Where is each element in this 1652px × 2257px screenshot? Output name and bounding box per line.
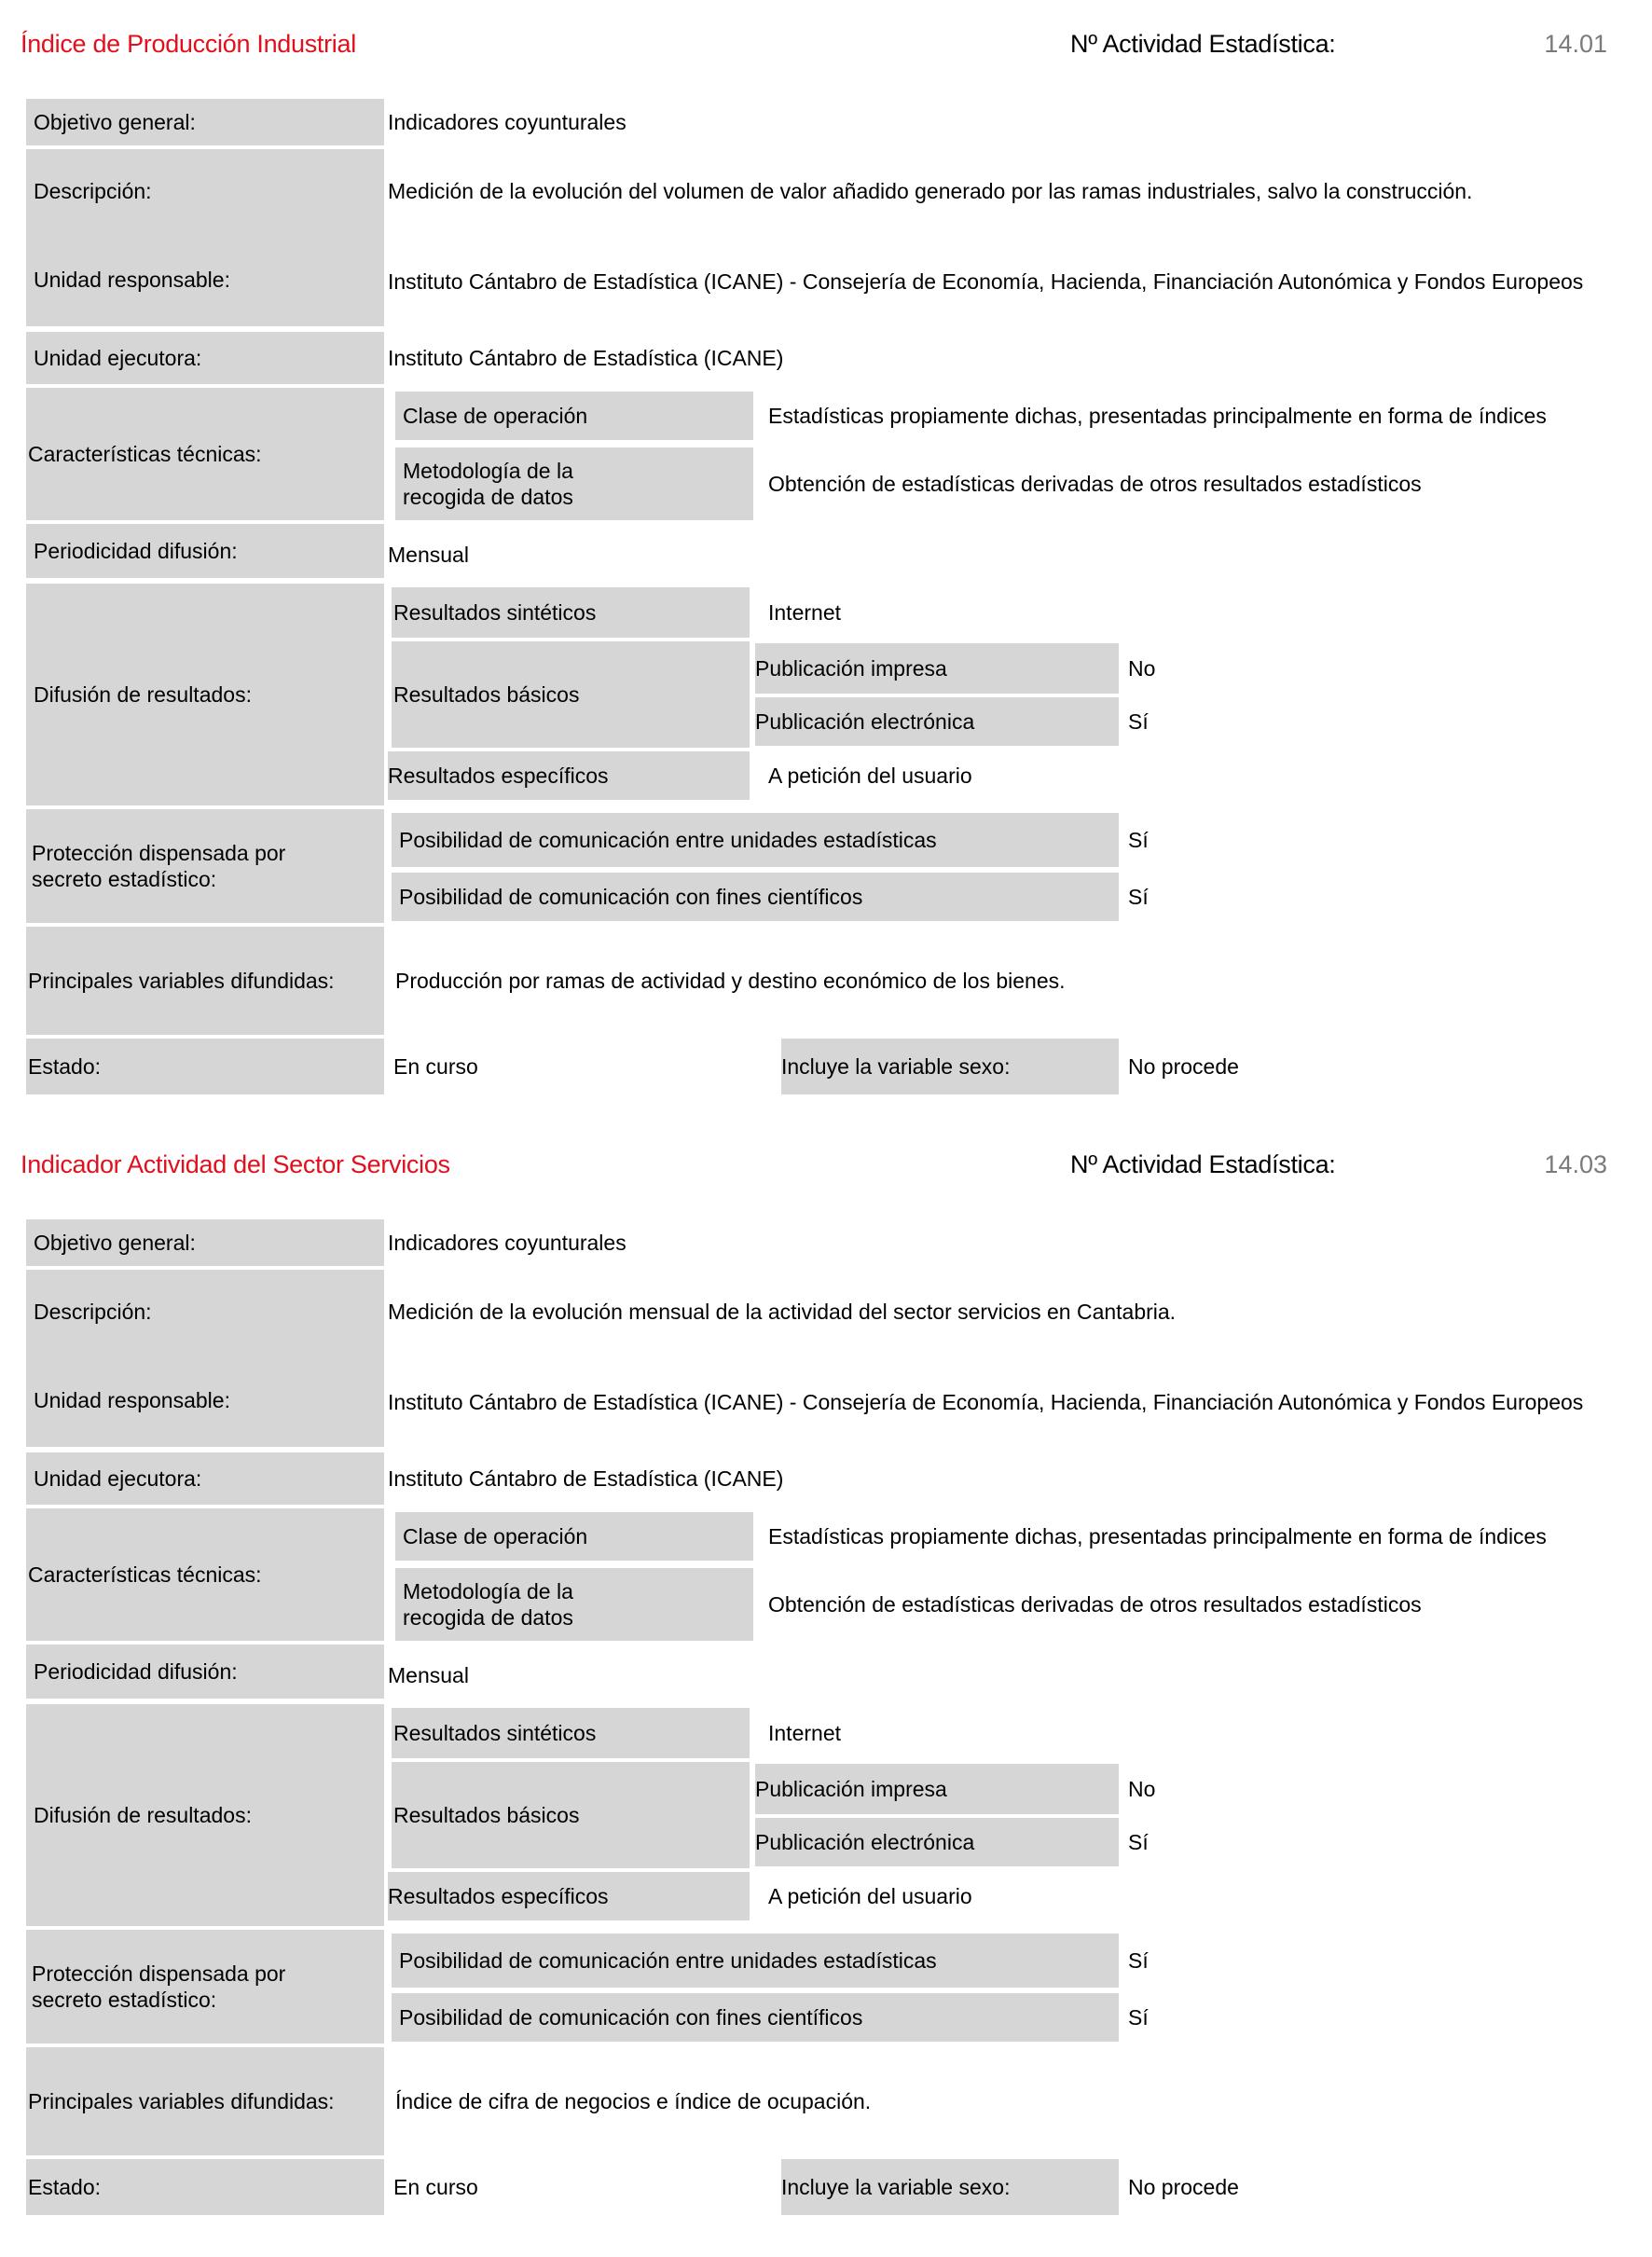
pub-impresa-value: No (1128, 1777, 1156, 1801)
res-sinteticos-value: Internet (768, 600, 841, 625)
res-especificos-label: Resultados específicos (388, 1872, 750, 1920)
descripcion-responsable-block (26, 1270, 384, 1447)
posib-unidades-value: Sí (1128, 1948, 1149, 1973)
posib-unidades-label: Posibilidad de comunicación entre unidades estadísticas (392, 1934, 1119, 1988)
principales-value: Índice de cifra de negocios e índice de ocupación. (395, 2089, 872, 2113)
pub-impresa-label: Publicación impresa (755, 643, 1119, 694)
metodologia-value: Obtención de estadísticas derivadas de otros resultados estadísticos (768, 1592, 1422, 1617)
unidad-ejecutora-label: Unidad ejecutora: (26, 1452, 384, 1505)
proteccion-label: Protección dispensada por secreto estadístico: (26, 1930, 384, 2044)
difusion-label: Difusión de resultados: (26, 584, 384, 805)
periodicidad-value: Mensual (388, 543, 469, 567)
posib-cientificos-value: Sí (1128, 2005, 1149, 2030)
incluye-sexo-label: Incluye la variable sexo: (781, 1039, 1119, 1094)
metodologia-label: Metodología de la recogida de datos (395, 447, 753, 520)
objetivo-label: Objetivo general: (26, 99, 384, 145)
descripcion-responsable-block (26, 149, 384, 326)
unidad-responsable-label: Unidad responsable: (34, 268, 230, 292)
clase-operacion-label: Clase de operación (395, 392, 753, 440)
incluye-sexo-value: No procede (1128, 2175, 1239, 2199)
pub-electronica-label: Publicación electrónica (755, 697, 1119, 746)
pub-electronica-value: Sí (1128, 1830, 1149, 1854)
posib-cientificos-label: Posibilidad de comunicación con fines científicos (392, 873, 1119, 921)
activity-card (0, 1121, 1652, 2202)
descripcion-value: Medición de la evolución mensual de la actividad del sector servicios en Cantabria. (388, 1300, 1177, 1324)
metodologia-value: Obtención de estadísticas derivadas de otros resultados estadísticos (768, 472, 1422, 496)
posib-cientificos-value: Sí (1128, 885, 1149, 909)
unidad-ejecutora-value: Instituto Cántabro de Estadística (ICANE) (388, 1466, 784, 1491)
unidad-responsable-value: Instituto Cántabro de Estadística (ICANE) - Consejería de Economía, Hacienda, Financiación Autonómica y Fondos Europeos (388, 269, 1584, 294)
periodicidad-label: Periodicidad difusión: (26, 1645, 384, 1699)
unidad-responsable-label: Unidad responsable: (34, 1388, 230, 1412)
incluye-sexo-label: Incluye la variable sexo: (781, 2159, 1119, 2215)
activity-number-label: Nº Actividad Estadística: (1070, 30, 1336, 58)
activity-card (0, 0, 1652, 1081)
metodologia-label: Metodología de la recogida de datos (395, 1568, 753, 1641)
caracteristicas-label: Características técnicas: (26, 1508, 384, 1641)
activity-number: 14.03 (1544, 1150, 1607, 1178)
pub-electronica-value: Sí (1128, 709, 1149, 734)
descripcion-label: Descripción: (34, 1300, 152, 1324)
clase-operacion-value: Estadísticas propiamente dichas, presentadas principalmente en forma de índices (768, 1524, 1547, 1548)
res-basicos-label: Resultados básicos (392, 1762, 750, 1868)
pub-impresa-value: No (1128, 656, 1156, 681)
principales-label: Principales variables difundidas: (26, 2047, 384, 2155)
res-sinteticos-label: Resultados sintéticos (392, 1708, 750, 1758)
unidad-responsable-value: Instituto Cántabro de Estadística (ICANE) - Consejería de Economía, Hacienda, Financiación Autonómica y Fondos Europeos (388, 1390, 1584, 1414)
posib-unidades-label: Posibilidad de comunicación entre unidades estadísticas (392, 813, 1119, 867)
res-sinteticos-label: Resultados sintéticos (392, 587, 750, 638)
res-especificos-value: A petición del usuario (768, 764, 972, 788)
res-sinteticos-value: Internet (768, 1721, 841, 1745)
objetivo-label: Objetivo general: (26, 1219, 384, 1266)
objetivo-value: Indicadores coyunturales (388, 110, 626, 134)
caracteristicas-label: Características técnicas: (26, 388, 384, 520)
clase-operacion-label: Clase de operación (395, 1512, 753, 1561)
activity-title: Índice de Producción Industrial (21, 30, 356, 58)
pub-electronica-label: Publicación electrónica (755, 1818, 1119, 1866)
principales-value: Producción por ramas de actividad y destino económico de los bienes. (395, 969, 1066, 993)
difusion-label: Difusión de resultados: (26, 1704, 384, 1926)
clase-operacion-value: Estadísticas propiamente dichas, presentadas principalmente en forma de índices (768, 404, 1547, 428)
unidad-ejecutora-value: Instituto Cántabro de Estadística (ICANE) (388, 346, 784, 370)
posib-cientificos-label: Posibilidad de comunicación con fines científicos (392, 1993, 1119, 2042)
periodicidad-label: Periodicidad difusión: (26, 524, 384, 578)
periodicidad-value: Mensual (388, 1663, 469, 1687)
activity-title: Indicador Actividad del Sector Servicios (21, 1150, 450, 1178)
res-especificos-value: A petición del usuario (768, 1884, 972, 1908)
posib-unidades-value: Sí (1128, 828, 1149, 852)
unidad-ejecutora-label: Unidad ejecutora: (26, 332, 384, 384)
activity-number-label: Nº Actividad Estadística: (1070, 1150, 1336, 1178)
activity-number: 14.01 (1544, 30, 1607, 58)
descripcion-value: Medición de la evolución del volumen de valor añadido generado por las ramas industriales, salvo la construcción. (388, 179, 1473, 203)
principales-label: Principales variables difundidas: (26, 927, 384, 1035)
descripcion-label: Descripción: (34, 179, 152, 203)
estado-value: En curso (393, 1054, 478, 1079)
incluye-sexo-value: No procede (1128, 1054, 1239, 1079)
estado-label: Estado: (26, 1039, 384, 1094)
estado-value: En curso (393, 2175, 478, 2199)
res-basicos-label: Resultados básicos (392, 641, 750, 748)
proteccion-label: Protección dispensada por secreto estadístico: (26, 809, 384, 923)
res-especificos-label: Resultados específicos (388, 751, 750, 800)
objetivo-value: Indicadores coyunturales (388, 1231, 626, 1255)
pub-impresa-label: Publicación impresa (755, 1764, 1119, 1814)
estado-label: Estado: (26, 2159, 384, 2215)
